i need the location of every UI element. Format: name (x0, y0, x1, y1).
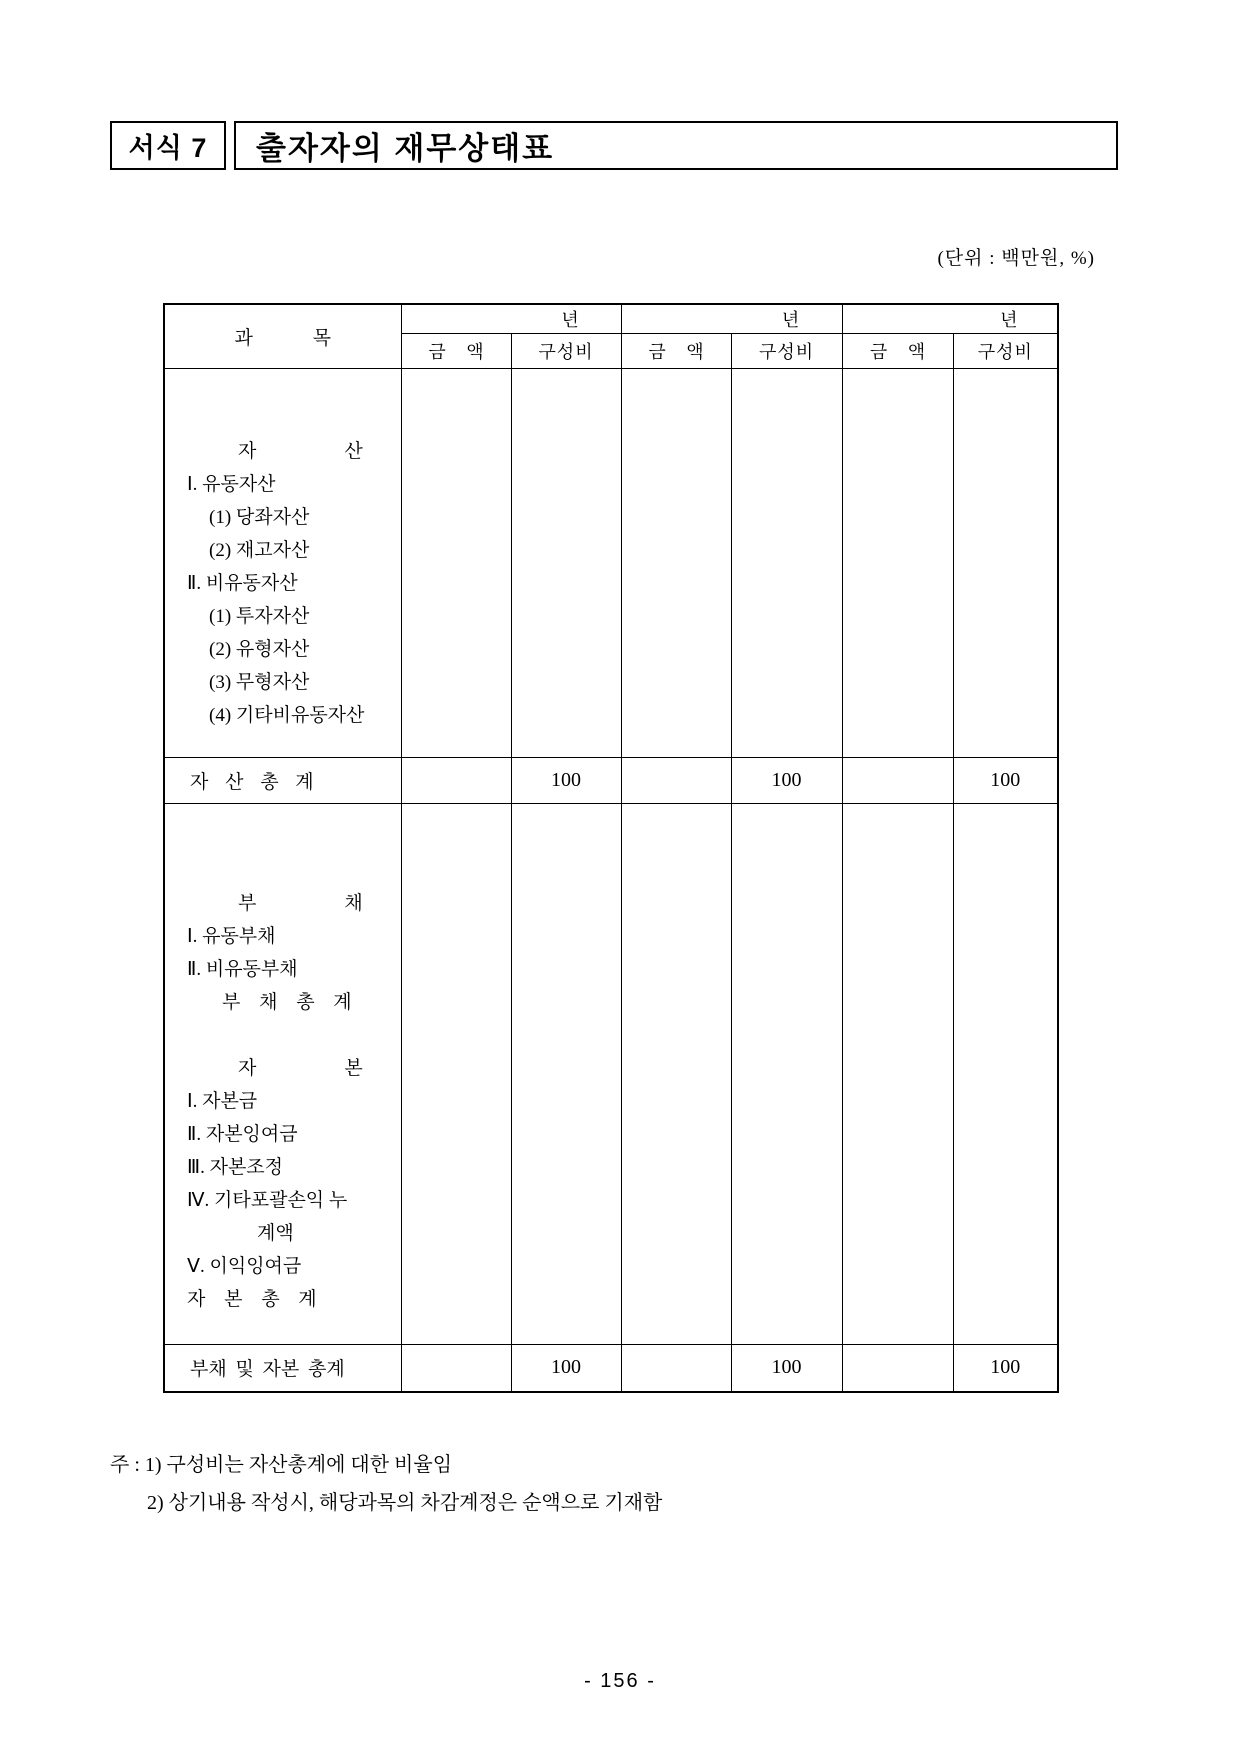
liabilities-capital-section-cell (164, 803, 401, 1344)
grand-total-ratio-1: 100 (511, 1344, 621, 1392)
capital-line-adjustment: Ⅲ. 자본조정 (187, 1157, 284, 1178)
asset-line-inventory: (2) 재고자산 (209, 540, 310, 561)
assets-total-ratio-2: 100 (731, 757, 842, 803)
assets-total-amount-2 (621, 757, 731, 803)
footnote-1: 주 : 1) 구성비는 자산총계에 대한 비율임 (110, 1454, 453, 1476)
ratio-cell-empty (953, 368, 1058, 757)
liabilities-heading-right: 채 (344, 893, 363, 914)
assets-heading (165, 435, 401, 468)
asset-line-quick: (1) 당좌자산 (209, 507, 310, 528)
assets-heading-right: 산 (344, 441, 363, 462)
column-header-year-3: 년 (842, 304, 1058, 333)
capital-line-oci-cont: 계액 (257, 1223, 294, 1244)
balance-sheet-table (163, 303, 1059, 1393)
capital-total-line: 자 본 총 계 (187, 1289, 317, 1310)
grand-total-amount-1 (401, 1344, 511, 1392)
amount-cell-empty (621, 803, 731, 1344)
asset-line-current: Ⅰ. 유동자산 (187, 474, 276, 495)
assets-total-ratio-3: 100 (953, 757, 1058, 803)
capital-heading-right: 본 (344, 1058, 363, 1079)
column-header-ratio-2: 구성비 (731, 333, 842, 368)
asset-line-other-noncurrent: (4) 기타비유동자산 (209, 705, 365, 726)
column-header-ratio-3: 구성비 (953, 333, 1058, 368)
liability-line-noncurrent: Ⅱ. 비유동부채 (187, 959, 298, 980)
amount-cell-empty (401, 368, 511, 757)
assets-total-row (164, 757, 1058, 803)
assets-section-cell (164, 368, 401, 757)
table-header-row-year (164, 304, 1058, 333)
column-header-amount-3: 금 액 (842, 333, 953, 368)
page-number: - 156 - (584, 1670, 656, 1692)
column-header-amount-1: 금 액 (401, 333, 511, 368)
footnotes (110, 1446, 662, 1522)
asset-line-investment: (1) 투자자산 (209, 606, 310, 627)
amount-cell-empty (401, 803, 511, 1344)
form-number-badge (110, 121, 226, 170)
page-title: 출자자의 재무상태표 (256, 131, 555, 166)
amount-cell-empty (842, 803, 953, 1344)
grand-total-row (164, 1344, 1058, 1392)
unit-note: (단위 : 백만원, %) (937, 248, 1095, 269)
ratio-cell-empty (731, 368, 842, 757)
assets-section-row (164, 368, 1058, 757)
ratio-cell-empty (511, 803, 621, 1344)
capital-line-surplus: Ⅱ. 자본잉여금 (187, 1124, 298, 1145)
grand-total-label: 부채 및 자본 총계 (164, 1344, 401, 1392)
column-header-amount-2: 금 액 (621, 333, 731, 368)
asset-line-intangible: (3) 무형자산 (209, 672, 310, 693)
ratio-cell-empty (731, 803, 842, 1344)
liabilities-heading (165, 887, 401, 920)
page-title-box (234, 121, 1118, 170)
grand-total-amount-3 (842, 1344, 953, 1392)
assets-heading-left: 자 (238, 441, 257, 462)
liability-line-current: Ⅰ. 유동부채 (187, 926, 276, 947)
capital-heading-left: 자 (238, 1058, 257, 1079)
form-number-text: 서식 7 (128, 133, 208, 163)
asset-line-tangible: (2) 유형자산 (209, 639, 310, 660)
ratio-cell-empty (511, 368, 621, 757)
footnote-2: 2) 상기내용 작성시, 해당과목의 차감계정은 순액으로 기재함 (147, 1492, 663, 1514)
grand-total-ratio-3: 100 (953, 1344, 1058, 1392)
capital-heading (165, 1052, 401, 1085)
capital-line-retained: Ⅴ. 이익잉여금 (187, 1256, 302, 1277)
column-header-ratio-1: 구성비 (511, 333, 621, 368)
liabilities-capital-section-row (164, 803, 1058, 1344)
assets-total-amount-1 (401, 757, 511, 803)
column-header-year-2: 년 (621, 304, 842, 333)
amount-cell-empty (621, 368, 731, 757)
asset-line-noncurrent: Ⅱ. 비유동자산 (187, 573, 298, 594)
amount-cell-empty (842, 368, 953, 757)
column-header-year-1: 년 (401, 304, 621, 333)
capital-line-stock: Ⅰ. 자본금 (187, 1091, 258, 1112)
column-header-subject: 과 목 (164, 304, 401, 368)
grand-total-ratio-2: 100 (731, 1344, 842, 1392)
spacer-line (165, 1019, 401, 1052)
liabilities-heading-left: 부 (238, 893, 257, 914)
grand-total-amount-2 (621, 1344, 731, 1392)
capital-line-oci: Ⅳ. 기타포괄손익 누 (187, 1190, 348, 1211)
liabilities-total-line: 부 채 총 계 (222, 992, 352, 1013)
ratio-cell-empty (953, 803, 1058, 1344)
assets-total-amount-3 (842, 757, 953, 803)
assets-total-label: 자 산 총 계 (164, 757, 401, 803)
assets-total-ratio-1: 100 (511, 757, 621, 803)
